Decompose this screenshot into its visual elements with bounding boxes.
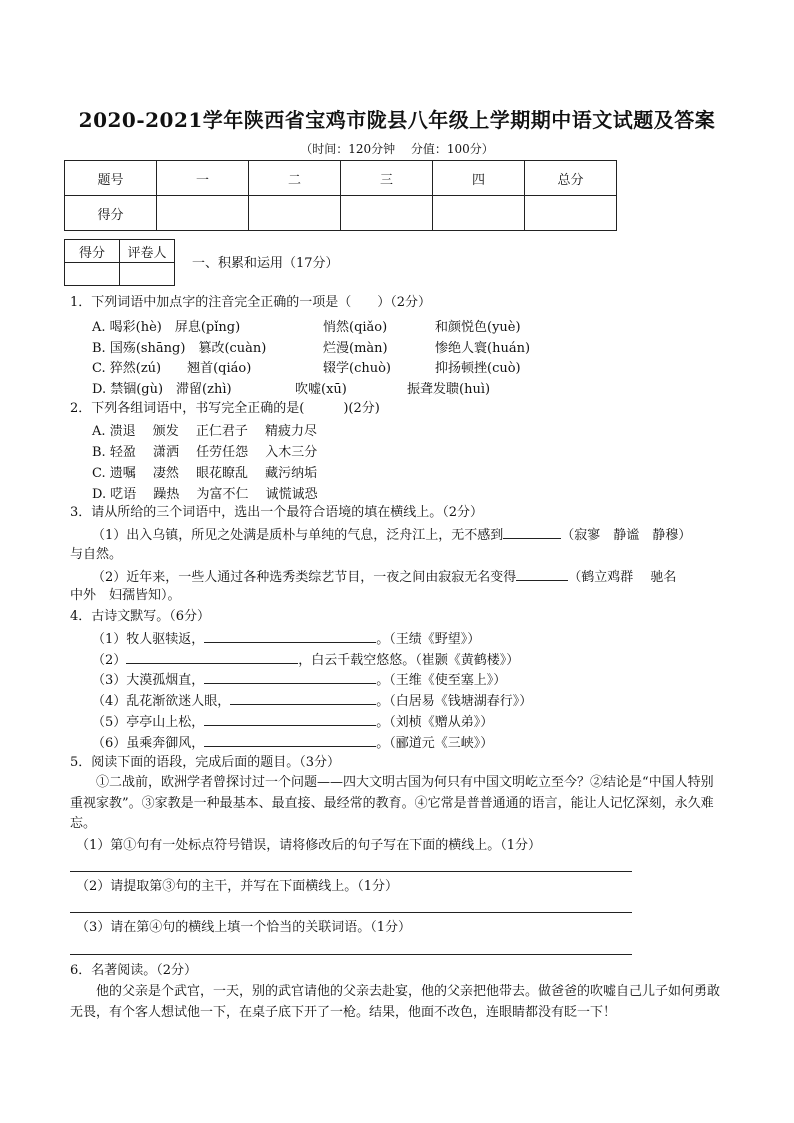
poem-prompt: （6）虽乘奔御风， bbox=[92, 736, 205, 751]
question-4-stem: 4．古诗文默写。（6分） bbox=[70, 609, 211, 624]
score-input-cell[interactable] bbox=[525, 196, 617, 231]
q1-option-c-part1: C. 猝然(zú) 翘首(qiáo) bbox=[92, 361, 252, 376]
q1-option-b-part2: 烂漫(màn) bbox=[323, 341, 388, 356]
table-cell: 一 bbox=[157, 161, 249, 196]
score-input-cell[interactable] bbox=[341, 196, 433, 231]
q1-option-b-part1: B. 国殇(shāng) 篡改(cuàn) bbox=[92, 341, 267, 356]
poem-source: 。（刘桢《赠从弟》） bbox=[376, 715, 494, 730]
poem-source: 。（王维《使至塞上》） bbox=[376, 673, 507, 688]
table-cell: 评卷人 bbox=[120, 240, 175, 263]
q2-option-b: B. 轻盈 潇洒 任劳任怨 入木三分 bbox=[92, 445, 318, 460]
score-input-cell[interactable] bbox=[65, 263, 120, 286]
q1-option-c-part3: 抑扬顿挫(cuò) bbox=[435, 361, 521, 376]
q5-passage: ①二战前，欧洲学者曾探讨过一个问题——四大文明古国为何只有中国文明屹立至今？②结论是“中国人特别重视家教”。③家教是一种最基本、最直接、最经常的教育。④它常是普普通通的语言，能让人记忆深刻，永久难忘。 bbox=[70, 775, 714, 831]
q5-sub3: （3）请在第④句的横线上填一个恰当的关联词语。（1分） bbox=[76, 920, 412, 935]
grader-table bbox=[64, 239, 175, 286]
q3-part1-options: （寂寥 静谧 静穆） bbox=[561, 528, 692, 543]
poem-prompt: （5）亭亭山上松， bbox=[92, 715, 205, 730]
question-5-stem: 5．阅读下面的语段，完成后面的题目。（3分） bbox=[70, 755, 341, 770]
q2-option-a: A. 溃退 颁发 正仁君子 精疲力尽 bbox=[92, 424, 318, 439]
poem-prompt: （1）牧人驱犊返， bbox=[92, 632, 205, 647]
table-row bbox=[65, 196, 617, 231]
q1-option-c-part2: 辍学(chuò) bbox=[323, 361, 391, 376]
question-2-stem: 2．下列各组词语中，书写完全正确的是( )(2分) bbox=[70, 401, 380, 416]
q4-line-5 bbox=[92, 711, 493, 733]
score-table bbox=[64, 160, 617, 231]
q3-part2-text: （2）近年来，一些人通过各种选秀类综艺节目，一夜之间由寂寂无名变得 bbox=[92, 570, 517, 585]
q1-option-a-part2: 悄然(qiǎo) bbox=[323, 320, 388, 335]
q3-part2-line bbox=[92, 566, 676, 588]
section-heading: 一、积累和运用（17分） bbox=[192, 256, 339, 271]
q4-line-3 bbox=[92, 669, 506, 691]
grader-input-cell[interactable] bbox=[120, 263, 175, 286]
q4-line-6 bbox=[92, 732, 493, 754]
q3-part1-line bbox=[92, 524, 691, 546]
answer-line[interactable] bbox=[70, 954, 632, 955]
answer-line[interactable] bbox=[70, 912, 632, 913]
score-input-cell[interactable] bbox=[433, 196, 525, 231]
q5-sub2: （2）请提取第③句的主干，并写在下面横线上。（1分） bbox=[76, 879, 399, 894]
poem-source: ，白云千载空悠悠。（崔颢《黄鹤楼》） bbox=[298, 653, 520, 668]
q3-part2-options: （鹤立鸡群 驰名 bbox=[568, 570, 677, 585]
page-title: 2020-2021学年陕西省宝鸡市陇县八年级上学期期中语文试题及答案 bbox=[78, 108, 716, 132]
table-cell: 得分 bbox=[65, 196, 157, 231]
q3-part1-cont: 与自然。 bbox=[70, 547, 123, 562]
question-6-stem: 6．名著阅读。（2分） bbox=[70, 963, 198, 978]
q5-sub1: （1）第①句有一处标点符号错误，请将修改后的句子写在下面的横线上。（1分） bbox=[76, 838, 542, 853]
table-cell: 得分 bbox=[65, 240, 120, 263]
poem-source: 。（白居易《钱塘湖春行》） bbox=[376, 694, 533, 709]
poem-prompt: （4）乱花渐欲迷人眼， bbox=[92, 694, 231, 709]
q1-option-a-part3: 和颜悦色(yuè) bbox=[435, 320, 521, 335]
q1-option-d-part1: D. 禁锢(gù) 滞留(zhì) bbox=[92, 382, 232, 397]
q4-line-2 bbox=[92, 649, 519, 671]
q3-part2-cont: 中外 妇孺皆知）。 bbox=[70, 588, 181, 603]
q1-option-a-part1: A. 喝彩(hè) 屏息(pǐng) bbox=[92, 320, 241, 335]
q4-line-4 bbox=[92, 690, 532, 712]
poem-prompt: （2） bbox=[92, 653, 127, 668]
score-input-cell[interactable] bbox=[249, 196, 341, 231]
q4-line-1 bbox=[92, 628, 480, 650]
table-cell: 题号 bbox=[65, 161, 157, 196]
question-1-stem: 1．下列词语中加点字的注音完全正确的一项是（ ）（2分） bbox=[70, 295, 432, 310]
table-cell: 总分 bbox=[525, 161, 617, 196]
answer-blank[interactable] bbox=[516, 566, 568, 581]
q1-option-d-part2: 吹嘘(xū) bbox=[295, 382, 347, 397]
answer-blank[interactable] bbox=[126, 649, 298, 664]
answer-blank[interactable] bbox=[204, 628, 376, 643]
q2-option-d: D. 呓语 躁热 为富不仁 诚慌诚恐 bbox=[92, 487, 318, 502]
q6-passage: 他的父亲是个武官，一天，别的武官请他的父亲去赴宴，他的父亲把他带去。做爸爸的吹嘘自己儿子如何勇敢无畏，有个客人想试他一下，在桌子底下开了一枪。结果，他面不改色，连眼睛都没有眨一下！ bbox=[70, 984, 721, 1020]
table-cell: 四 bbox=[433, 161, 525, 196]
exam-time-score: （时间：120分钟 分值：100分） bbox=[300, 142, 494, 156]
answer-blank[interactable] bbox=[204, 711, 376, 726]
answer-line[interactable] bbox=[70, 871, 632, 872]
answer-blank[interactable] bbox=[204, 669, 376, 684]
q1-option-d-part3: 振聋发聩(huì) bbox=[407, 382, 491, 397]
table-cell: 三 bbox=[341, 161, 433, 196]
score-input-cell[interactable] bbox=[157, 196, 249, 231]
table-cell: 二 bbox=[249, 161, 341, 196]
answer-blank[interactable] bbox=[503, 524, 561, 539]
table-row bbox=[65, 161, 617, 196]
answer-blank[interactable] bbox=[204, 732, 376, 747]
poem-prompt: （3）大漠孤烟直， bbox=[92, 673, 205, 688]
question-3-stem: 3．请从所给的三个词语中，选出一个最符合语境的填在横线上。（2分） bbox=[70, 505, 484, 520]
poem-source: 。（郦道元《三峡》） bbox=[376, 736, 494, 751]
q1-option-b-part3: 惨绝人寰(huán) bbox=[435, 341, 531, 356]
q2-option-c: C. 遗嘱 凄然 眼花瞭乱 藏污纳垢 bbox=[92, 466, 318, 481]
answer-blank[interactable] bbox=[230, 690, 376, 705]
q3-part1-text: （1）出入乌镇，所见之处满是质朴与单纯的气息，泛舟江上，无不感到 bbox=[92, 528, 504, 543]
poem-source: 。（王绩《野望》） bbox=[376, 632, 481, 647]
